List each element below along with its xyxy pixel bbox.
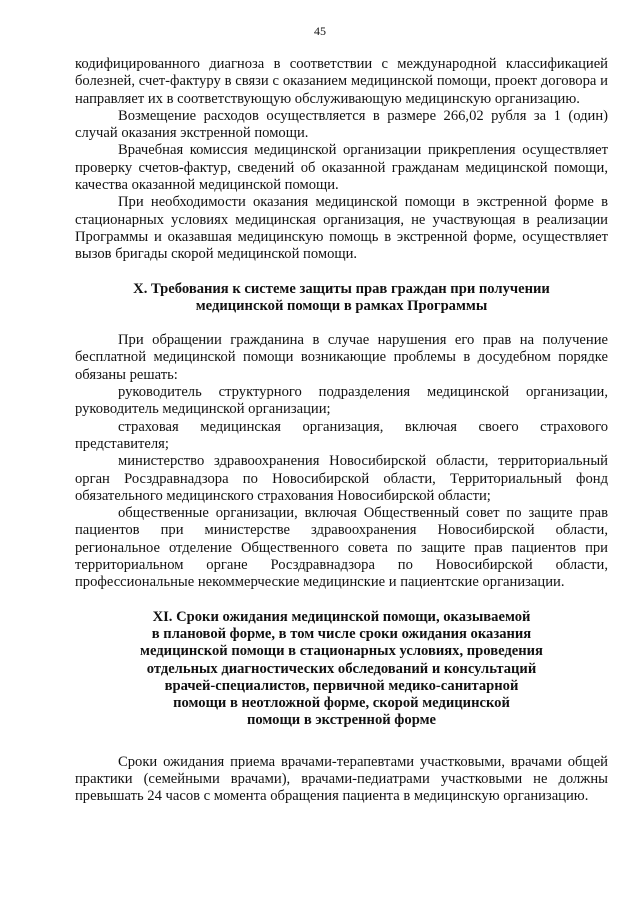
paragraph-emergency-call: При необходимости оказания медицинской помощи в экстренной форме в стационарных условиях медицинская организация, не участвующая в реализации Программы и оказавшая медицинскую помощь в экстренной форме, осуществляет вызов бригады скорой медицинской помощи. [75,194,608,263]
paragraph-appeal: При обращении гражданина в случае нарушения его прав на получение бесплатной медицинской помощи возникающие проблемы в досудебном порядке обязаны решать: [75,332,608,383]
heading-line: помощи в экстренной форме [246,712,437,729]
heading-line: в плановой форме, в том числе сроки ожидания оказания [151,625,532,642]
paragraph-medical-commission: Врачебная комиссия медицинской организации прикрепления осуществляет проверку счетов-фактур, сведений об оказанной гражданам медицинской помощи, качества оказанной медицинской помощи. [75,142,608,194]
heading-line: X. Требования к системе защиты прав граждан при получении [133,280,550,297]
heading-line: помощи в неотложной форме, скорой медицинской [173,695,510,712]
heading-line: медицинской помощи в стационарных условиях, проведения [140,643,543,660]
section-heading-x [75,281,608,316]
list-item-public-organizations: общественные организации, включая Общественный совет по защите прав пациентов при министерстве здравоохранения Новосибирской области, региональное отделение Общественного совета по защите прав пациентов при территориальном органе Росздравнадзора по Новосибирской области, профессиональные некоммерческие медицинские и пациентские организации. [75,505,608,591]
paragraph-continued: кодифицированного диагноза в соответствии с международной классификацией болезней, счет-фактуру в связи с оказанием медицинской помощи, проект договора и направляет их в соответствующую обслуживающую медицинскую организацию. [75,56,608,107]
list-item-insurance-organization: страховая медицинская организация, включая своего страхового представителя; [75,418,608,452]
page-number: 45 [314,24,326,38]
section-xi-body [75,754,608,806]
section-heading-xi [75,609,608,730]
paragraph-reimbursement: Возмещение расходов осуществляется в размере 266,02 рубля за 1 (один) случай оказания экстренной помощи. [75,107,608,142]
section-x-body [75,332,608,591]
heading-line: отдельных диагностических обследований и консультаций [146,660,537,677]
list-item-ministry: министерство здравоохранения Новосибирской области, территориальный орган Росздравнадзора по Новосибирской области, Территориальный фонд обязательного медицинского страхования Новосибирской области; [75,453,608,504]
paragraph-waiting-time: Сроки ожидания приема врачами-терапевтами участковыми, врачами общей практики (семейными врачами), врачами-педиатрами участковыми не должны превышать 24 часов с момента обращения пациента в медицинскую организацию. [75,753,608,805]
heading-line: XI. Сроки ожидания медицинской помощи, оказываемой [152,608,531,625]
document-body [75,56,608,806]
list-item-head-of-unit: руководитель структурного подразделения медицинской организации, руководитель медицинской организации; [75,384,608,418]
heading-line: медицинской помощи в рамках Программы [195,297,488,314]
heading-line: врачей-специалистов, первичной медико-санитарной [164,677,519,694]
